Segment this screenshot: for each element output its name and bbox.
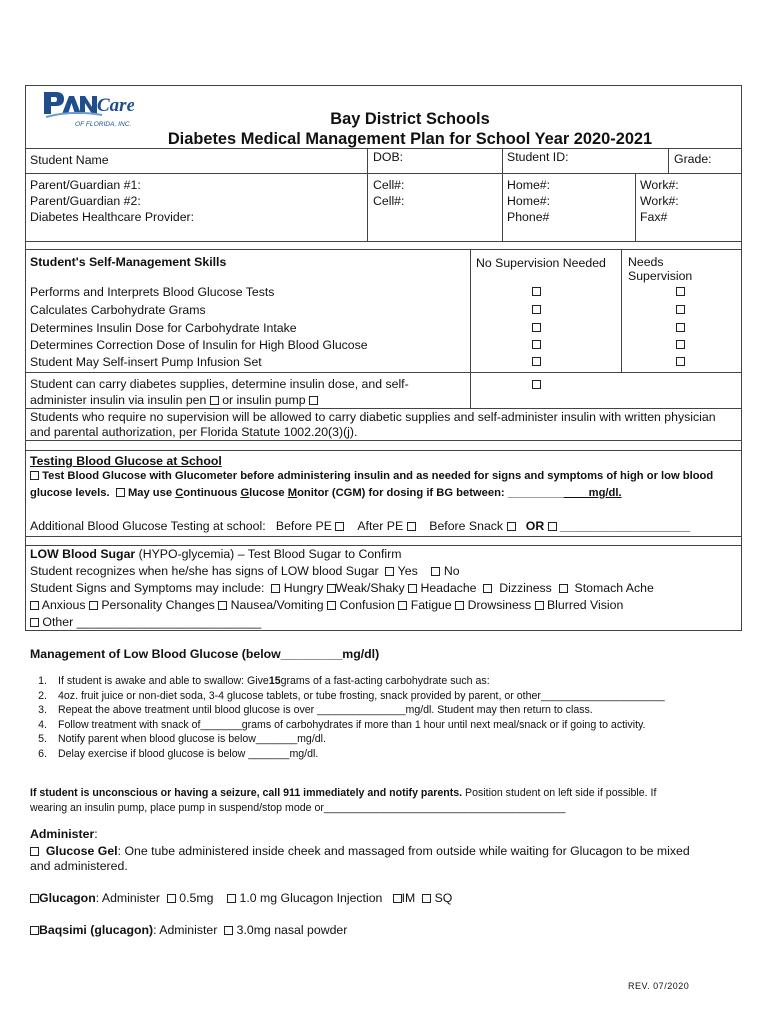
- list-item: 2. 4oz. fruit juice or non-diet soda, 3-4 glucose tablets, or tube frosting, snack provided by parent, or other_____________________: [38, 689, 665, 702]
- cgm-letter-c: C: [175, 487, 184, 499]
- symptom-personality: Personality Changes: [101, 598, 215, 612]
- cgm-letter-g: G: [240, 487, 250, 499]
- symptom-headache: Headache: [420, 581, 477, 595]
- logo-subtitle: OF FLORIDA, INC.: [75, 121, 132, 128]
- symptom-stomach: Stomach Ache: [574, 581, 654, 595]
- checkbox-personality[interactable]: [89, 601, 98, 610]
- checkbox-needs-supervision-1[interactable]: [676, 305, 685, 314]
- glucagon-row: [30, 890, 452, 907]
- recognizes-row: [30, 563, 460, 580]
- skill-item-3: Determines Correction Dose of Insulin for High Blood Glucose: [30, 338, 368, 352]
- step-1-text: If student is awake and able to swallow: Give: [58, 675, 269, 687]
- list-item: 6. Delay exercise if blood glucose is below _______mg/dl.: [38, 748, 319, 761]
- checkbox-glucose-gel[interactable]: [30, 847, 39, 856]
- checkbox-hungry[interactable]: [271, 584, 280, 593]
- symptom-blurred: Blurred Vision: [546, 598, 624, 612]
- glucagon-label: Glucagon: [39, 891, 96, 905]
- unconscious-instructions: [30, 786, 656, 815]
- guardian1-label: Parent/Guardian #1:: [30, 178, 141, 192]
- page-subtitle: Diabetes Medical Management Plan for School Year 2020-2021: [167, 130, 653, 148]
- glucagon-administer-text: : Administer: [95, 891, 160, 905]
- cell2-label: Cell#:: [373, 194, 405, 208]
- checkbox-other[interactable]: [30, 618, 39, 627]
- unconscious-bold: If student is unconscious or having a seizure, call 911 immediately and notify parents.: [30, 787, 463, 799]
- list-item: 3. Repeat the above treatment until blood glucose is over _______________mg/dl. Student may then return to class.: [38, 704, 593, 717]
- checkbox-drowsiness[interactable]: [455, 601, 464, 610]
- skill-item-4: Student May Self-insert Pump Infusion Set: [30, 355, 262, 369]
- baqsimi-label: Baqsimi (glucagon): [39, 923, 154, 937]
- work1-label: Work#:: [640, 178, 679, 192]
- yes-label: Yes: [397, 564, 418, 578]
- rule-skills-top: [25, 249, 742, 250]
- checkbox-test-glucometer[interactable]: [30, 471, 39, 480]
- home1-label: Home#:: [507, 178, 551, 192]
- checkbox-insulin-pen[interactable]: [210, 396, 219, 405]
- symptom-other: Other ___________________________: [42, 615, 262, 629]
- baqsimi-row: [30, 922, 347, 939]
- dose-10-label: 1.0 mg Glucagon Injection: [239, 891, 383, 905]
- or-label: OR: [525, 519, 545, 533]
- list-item: 1. If student is awake and able to swallow: Give 15 grams of a fast-acting carbohydrate such as:: [38, 675, 490, 687]
- symptoms-row1: [30, 580, 654, 597]
- administer-heading-row: Administer:: [30, 827, 98, 841]
- low-heading-bold: LOW Blood Sugar: [30, 547, 136, 561]
- checkbox-fatigue[interactable]: [398, 601, 407, 610]
- list-item: 4. Follow treatment with snack of_______grams of carbohydrates if more than 1 hour until next meal/snack or if going to activity.: [38, 718, 646, 731]
- low-heading-rest: (HYPO-glycemia) – Test Blood Sugar to Confirm: [135, 547, 402, 561]
- cgm-text-mid2: lucose: [249, 487, 288, 499]
- checkbox-im[interactable]: [393, 894, 402, 903]
- no-supervision-header: No Supervision Needed: [476, 256, 606, 270]
- checkbox-glucagon[interactable]: [30, 894, 39, 903]
- checkbox-blurred[interactable]: [535, 601, 544, 610]
- checkbox-no-supervision-4[interactable]: [532, 357, 541, 366]
- needs-header-1: Needs: [628, 255, 664, 269]
- checkbox-baqsimi-dose[interactable]: [224, 926, 233, 935]
- or-blank: ___________________: [560, 519, 690, 533]
- checkbox-needs-supervision-3[interactable]: [676, 340, 685, 349]
- checkbox-no-supervision-0[interactable]: [532, 287, 541, 296]
- no-label: No: [443, 564, 460, 578]
- revision-label: REV. 07/2020: [628, 981, 690, 991]
- baqsimi-dose-label: 3.0mg nasal powder: [236, 923, 348, 937]
- glucose-gel-row: [30, 843, 690, 860]
- guardian2-label: Parent/Guardian #2:: [30, 194, 141, 208]
- checkbox-needs-supervision-4[interactable]: [676, 357, 685, 366]
- signs-label: Student Signs and Symptoms may include:: [30, 581, 265, 595]
- symptom-weak: Weak/Shaky: [335, 581, 405, 595]
- baqsimi-administer-text: : Administer: [153, 923, 218, 937]
- checkbox-headache[interactable]: [408, 584, 417, 593]
- carry-supplies-line1: Student can carry diabetes supplies, determine insulin dose, and self-: [30, 377, 409, 391]
- symptoms-other-row: [30, 614, 261, 631]
- testing-line1-text: Test Blood Glucose with Glucometer before administering insulin and as needed for signs and symptoms of high or low blood: [42, 470, 714, 482]
- cgm-text-pre: May use: [127, 487, 176, 499]
- carry-pen-label: administer insulin via insulin pen: [30, 393, 207, 407]
- svg-text:Care: Care: [97, 95, 134, 116]
- checkbox-confusion[interactable]: [327, 601, 336, 610]
- checkbox-dose-10[interactable]: [227, 894, 236, 903]
- rule-testing-top: [25, 450, 742, 451]
- checkbox-baqsimi[interactable]: [30, 926, 39, 935]
- grade-label: Grade:: [674, 152, 712, 166]
- checkbox-after-pe[interactable]: [407, 522, 416, 531]
- checkbox-nausea[interactable]: [218, 601, 227, 610]
- glucose-gel-text2: and administered.: [30, 859, 128, 873]
- cgm-text-mid1: ontinuous: [183, 487, 241, 499]
- carry-supplies-line2: [30, 392, 318, 409]
- provider-label: Diabetes Healthcare Provider:: [30, 210, 195, 224]
- checkbox-recognizes-yes[interactable]: [385, 567, 394, 576]
- checkbox-recognizes-no[interactable]: [431, 567, 440, 576]
- step-3-text: Repeat the above treatment until blood glucose is over _______________mg/dl. Student may then return to class.: [58, 704, 593, 717]
- checkbox-dose-05[interactable]: [167, 894, 176, 903]
- symptom-dizziness: Dizziness: [499, 581, 552, 595]
- symptom-fatigue: Fatigue: [410, 598, 452, 612]
- checkbox-weak[interactable]: [327, 584, 336, 593]
- checkbox-stomach[interactable]: [559, 584, 568, 593]
- testing-line1: [30, 469, 713, 484]
- symptom-confusion: Confusion: [339, 598, 395, 612]
- home2-label: Home#:: [507, 194, 551, 208]
- sq-label: SQ: [434, 891, 453, 905]
- supervision-note-line2: and parental authorization, per Florida Statute 1002.20(3)(j).: [30, 425, 358, 439]
- col-divider-1: [367, 148, 368, 241]
- checkbox-anxious[interactable]: [30, 601, 39, 610]
- symptoms-row2: [30, 597, 623, 614]
- before-snack-label: Before Snack: [429, 519, 504, 533]
- phone-label: Phone#: [507, 210, 550, 224]
- step-5-text: Notify parent when blood glucose is below_______mg/dl.: [58, 733, 326, 746]
- col-divider-2: [502, 148, 503, 241]
- im-label: IM: [401, 891, 416, 905]
- cgm-text-blank: ____mg/dl.: [563, 487, 622, 499]
- col-divider-3: [635, 173, 636, 241]
- step-1-rest: grams of a fast-acting carbohydrate such as:: [280, 675, 490, 687]
- unconscious-line2: wearing an insulin pump, place pump in suspend/stop mode or_________________________________________: [30, 801, 566, 814]
- checkbox-sq[interactable]: [422, 894, 431, 903]
- management-steps: [30, 674, 665, 762]
- list-item: 5. Notify parent when blood glucose is below_______mg/dl.: [38, 733, 326, 746]
- skills-divider-2: [621, 249, 622, 372]
- unconscious-rest: Position student on left side if possible. If: [462, 787, 657, 799]
- fax-label: Fax#: [640, 210, 668, 224]
- step-6-text: Delay exercise if blood glucose is below _______mg/dl.: [58, 748, 319, 761]
- checkbox-before-pe[interactable]: [335, 522, 344, 531]
- symptom-anxious: Anxious: [41, 598, 86, 612]
- dob-label: DOB:: [373, 150, 404, 164]
- skill-item-1: Calculates Carbohydrate Grams: [30, 303, 206, 317]
- dose-05-label: 0.5mg: [179, 891, 214, 905]
- administer-heading: Administer: [30, 827, 95, 841]
- symptom-drowsiness: Drowsiness: [467, 598, 532, 612]
- rule-info-bottom: [25, 241, 742, 242]
- student-id-label: Student ID:: [507, 150, 569, 164]
- supervision-note-line1: Students who require no supervision will be allowed to carry diabetic supplies and self-administer insulin with written physician: [30, 410, 716, 424]
- step-4-text: Follow treatment with snack of_______grams of carbohydrates if more than 1 hour until next meal/snack or if going to activity.: [58, 718, 646, 731]
- carry-pump-label: or insulin pump: [222, 393, 306, 407]
- checkbox-no-supervision-1[interactable]: [532, 305, 541, 314]
- student-name-label: Student Name: [30, 153, 109, 167]
- skill-item-2: Determines Insulin Dose for Carbohydrate Intake: [30, 321, 297, 335]
- skills-heading: Student's Self-Management Skills: [30, 255, 227, 269]
- additional-testing-row: [30, 518, 690, 535]
- cgm-text-post: onitor (CGM) for dosing if BG between: _________: [297, 487, 564, 499]
- step-1-bold: 15: [268, 675, 281, 687]
- rule-testing-bottom: [25, 536, 742, 537]
- cell1-label: Cell#:: [373, 178, 405, 192]
- step-2-text: 4oz. fruit juice or non-diet soda, 3-4 glucose tablets, or tube frosting, snack provided by parent, or other_____________________: [58, 689, 665, 702]
- checkbox-no-supervision-2[interactable]: [532, 323, 541, 332]
- additional-testing-label: Additional Blood Glucose Testing at school:: [30, 519, 266, 533]
- checkbox-carry-supplies[interactable]: [532, 380, 541, 389]
- glucose-gel-label: Glucose Gel: [45, 844, 118, 858]
- checkbox-cgm[interactable]: [116, 488, 125, 497]
- checkbox-insulin-pump[interactable]: [309, 396, 318, 405]
- recognizes-label: Student recognizes when he/she has signs of LOW blood Sugar: [30, 564, 379, 578]
- col-divider-4: [668, 148, 669, 173]
- checkbox-needs-supervision-0[interactable]: [676, 287, 685, 296]
- work2-label: Work#:: [640, 194, 679, 208]
- testing-line2-start: glucose levels.: [30, 487, 110, 499]
- management-heading: Management of Low Blood Glucose (below_________mg/dl): [30, 647, 380, 661]
- after-pe-label: After PE: [357, 519, 404, 533]
- page-title: Bay District Schools: [330, 110, 490, 128]
- before-pe-label: Before PE: [275, 519, 332, 533]
- checkbox-no-supervision-3[interactable]: [532, 340, 541, 349]
- checkbox-before-snack[interactable]: [507, 522, 516, 531]
- checkbox-or[interactable]: [548, 522, 557, 531]
- symptom-hungry: Hungry: [283, 581, 324, 595]
- rule-skills-items: [25, 372, 742, 373]
- needs-header-2: Supervision: [628, 269, 693, 283]
- checkbox-dizziness[interactable]: [483, 584, 492, 593]
- testing-line2: [30, 486, 622, 501]
- testing-heading: Testing Blood Glucose at School: [30, 454, 222, 468]
- low-heading: [30, 546, 402, 563]
- skill-item-0: Performs and Interprets Blood Glucose Tests: [30, 285, 275, 299]
- checkbox-needs-supervision-2[interactable]: [676, 323, 685, 332]
- symptom-nausea: Nausea/Vomiting: [230, 598, 324, 612]
- skills-divider-1: [470, 249, 471, 409]
- cgm-letter-m: M: [287, 487, 298, 499]
- glucose-gel-text1: : One tube administered inside cheek and massaged from outside while waiting for Glucagon to be mixed: [117, 844, 690, 858]
